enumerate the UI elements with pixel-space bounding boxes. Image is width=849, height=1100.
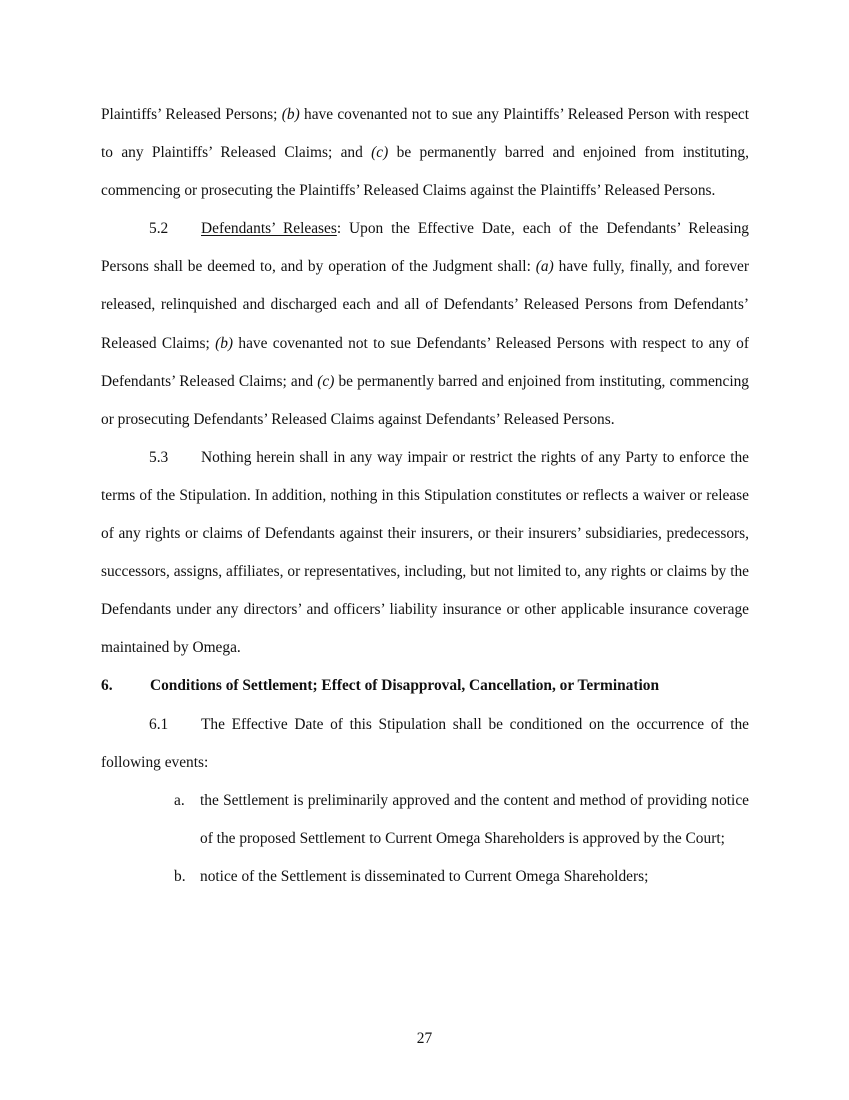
paragraph-number: 5.2 bbox=[149, 220, 169, 238]
conditions-list bbox=[101, 782, 749, 896]
list-marker: a. bbox=[174, 791, 185, 809]
paragraph-6-1: 6.1 The Effective Date of this Stipulation shall be conditioned on the occurrence of the following events: bbox=[101, 706, 749, 782]
list-item: a. the Settlement is preliminarily approved and the content and method of providing notice of the proposed Settlement to Current Omega Shareholders is approved by the Court; bbox=[101, 782, 749, 858]
list-item: b. notice of the Settlement is disseminated to Current Omega Shareholders; bbox=[101, 858, 749, 896]
section-number: 6. bbox=[101, 677, 113, 695]
section-title: Conditions of Settlement; Effect of Disapproval, Cancellation, or Termination bbox=[150, 677, 660, 695]
section-heading-6 bbox=[101, 667, 749, 705]
document-body bbox=[101, 96, 749, 896]
paragraph-5-3: 5.3 Nothing herein shall in any way impair or restrict the rights of any Party to enforce the terms of the Stipulation. In addition, nothing in this Stipulation constitutes or reflects a waiver or release of any rights or claims of Defendants against their insurers, or their insurers’ subsidiaries, predecessors, successors, assigns, affiliates, or representatives, including, but not limited to, any rights or claims by the Defendants under any directors’ and officers’ liability insurance or other applicable insurance coverage maintained by Omega. bbox=[101, 439, 749, 668]
paragraph-number: 6.1 bbox=[149, 715, 169, 733]
page-number: 27 bbox=[416, 1030, 433, 1047]
paragraph-title: Defendants’ Releases bbox=[201, 220, 337, 238]
paragraph-number: 5.3 bbox=[149, 448, 169, 466]
paragraph-5-2: 5.2 Defendants’ Releases: Upon the Effective Date, each of the Defendants’ Releasing Persons shall be deemed to, and by operation of the Judgment shall: (a) have fully, finally, and forever released, relinquished and discharged each and all of Defendants’ Released Persons from Defendants’ Released Claims; (b) have covenanted not to sue Defendants’ Released Persons with respect to any of Defendants’ Released Claims; and (c) be permanently barred and enjoined from instituting, commencing or prosecuting Defendants’ Released Claims against Defendants’ Released Persons. bbox=[101, 210, 749, 439]
list-marker: b. bbox=[174, 867, 186, 885]
continuation-paragraph: Plaintiffs’ Released Persons; (b) have covenanted not to sue any Plaintiffs’ Released Person with respect to any Plaintiffs’ Released Claims; and (c) be permanently barred and enjoined from instituting, commencing or prosecuting the Plaintiffs’ Released Claims against the Plaintiffs’ Released Persons. bbox=[101, 106, 750, 200]
